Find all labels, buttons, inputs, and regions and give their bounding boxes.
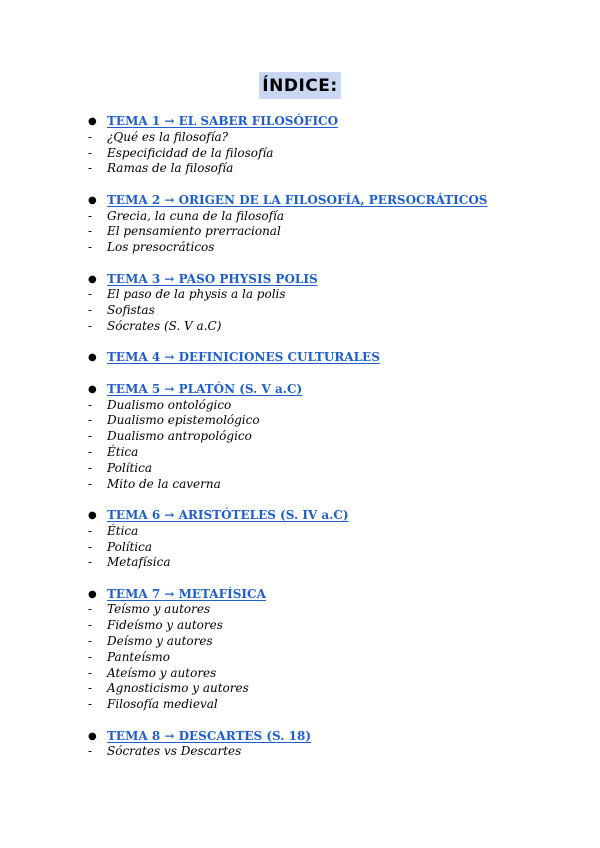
- toc-subitem-label: Los presocráticos: [107, 240, 215, 255]
- dash-marker: -: [88, 649, 93, 664]
- toc-heading-link[interactable]: TEMA 7 → METAFÍSICA: [107, 586, 266, 601]
- toc-heading-link[interactable]: TEMA 5 → PLATÓN (S. V a.C): [107, 381, 303, 396]
- toc-section: [88, 350, 588, 366]
- toc-subitem-label: Especificidad de la filosofía: [107, 145, 274, 160]
- dash-marker: -: [88, 618, 93, 633]
- dash-marker: -: [88, 681, 93, 696]
- dash-marker: -: [88, 397, 93, 412]
- toc-subitem: [88, 319, 588, 335]
- toc-subitem-label: ¿Qué es la filosofía?: [107, 129, 229, 144]
- dash-marker: -: [88, 476, 93, 491]
- toc-section: [88, 729, 588, 761]
- toc-heading-row: [88, 193, 588, 209]
- bullet-icon: ●: [88, 730, 97, 742]
- toc-section: [88, 587, 588, 713]
- dash-marker: -: [88, 744, 93, 759]
- dash-marker: -: [88, 429, 93, 444]
- toc-subitem-label: Filosofía medieval: [107, 697, 218, 712]
- dash-marker: -: [88, 161, 93, 176]
- toc-subitem: [88, 209, 588, 225]
- bullet-icon: ●: [88, 588, 97, 600]
- toc-subitem: [88, 461, 588, 477]
- toc-subitem: [88, 634, 588, 650]
- dash-marker: -: [88, 129, 93, 144]
- dash-marker: -: [88, 287, 93, 302]
- bullet-icon: ●: [88, 116, 97, 127]
- toc-subitem: [88, 224, 588, 240]
- toc-subitem: [88, 413, 588, 429]
- dash-marker: -: [88, 318, 93, 333]
- toc-subitem: [88, 602, 588, 618]
- toc-subitem-label: Sócrates (S. V a.C): [107, 318, 222, 333]
- dash-marker: -: [88, 224, 93, 239]
- toc-heading-link[interactable]: TEMA 6 → ARISTÓTELES (S. IV a.C): [107, 507, 349, 522]
- toc-subitem-label: Deísmo y autores: [107, 634, 213, 649]
- toc-heading-row: [88, 114, 588, 130]
- toc-section: [88, 272, 588, 335]
- toc-heading-link[interactable]: TEMA 4 → DEFINICIONES CULTURALES: [107, 350, 380, 365]
- toc-subitem: [88, 161, 588, 177]
- bullet-icon: ●: [88, 273, 97, 285]
- toc-section: [88, 114, 588, 177]
- dash-marker: -: [88, 444, 93, 459]
- toc-subitem-label: Dualismo antropológico: [107, 429, 252, 444]
- toc-subitem-label: Sofistas: [107, 303, 155, 318]
- toc-subitem: [88, 524, 588, 540]
- toc-subitem-label: Grecia, la cuna de la filosofía: [107, 208, 285, 223]
- toc-heading-link[interactable]: TEMA 2 → ORIGEN DE LA FILOSOFÍA, PERSOCRÁTICOS: [107, 192, 488, 207]
- toc-subitem-label: Dualismo epistemológico: [107, 413, 260, 428]
- toc-heading-row: [88, 587, 588, 603]
- toc-subitem-label: Fideísmo y autores: [107, 618, 223, 633]
- toc-subitem: [88, 398, 588, 414]
- toc-subitem: [88, 287, 588, 303]
- toc-subitem-list: [88, 130, 588, 177]
- toc-subitem: [88, 240, 588, 256]
- toc-subitem: [88, 477, 588, 493]
- page-title: ÍNDICE:: [259, 72, 340, 99]
- toc-subitem: [88, 540, 588, 556]
- bullet-icon: ●: [88, 352, 97, 364]
- toc-subitem-label: Ramas de la filosofía: [107, 161, 234, 176]
- toc-subitem: [88, 130, 588, 146]
- toc-subitem: [88, 618, 588, 634]
- toc-subitem-label: Política: [107, 539, 153, 554]
- toc-subitem-list: [88, 398, 588, 493]
- toc-subitem: [88, 146, 588, 162]
- toc-subitem-label: El pensamiento prerracional: [107, 224, 281, 239]
- toc-heading-row: [88, 350, 588, 366]
- toc-subitem: [88, 681, 588, 697]
- toc-subitem-label: Ética: [107, 523, 139, 538]
- toc-subitem: [88, 666, 588, 682]
- title-container: [0, 72, 600, 99]
- toc-subitem-label: Dualismo ontológico: [107, 397, 232, 412]
- toc-subitem: [88, 744, 588, 760]
- toc-subitem-label: Mito de la caverna: [107, 476, 221, 491]
- dash-marker: -: [88, 555, 93, 570]
- table-of-contents: [88, 114, 588, 776]
- dash-marker: -: [88, 634, 93, 649]
- toc-subitem: [88, 445, 588, 461]
- toc-heading-row: [88, 508, 588, 524]
- toc-heading-link[interactable]: TEMA 8 → DESCARTES (S. 18): [107, 728, 312, 743]
- toc-subitem-list: [88, 744, 588, 760]
- toc-heading-link[interactable]: TEMA 1 → EL SABER FILOSÓFICO: [107, 114, 339, 128]
- toc-subitem-label: Sócrates vs Descartes: [107, 744, 242, 759]
- toc-heading-row: [88, 272, 588, 288]
- toc-subitem-label: Agnosticismo y autores: [107, 681, 249, 696]
- toc-section: [88, 508, 588, 571]
- dash-marker: -: [88, 539, 93, 554]
- toc-heading-row: [88, 382, 588, 398]
- toc-section: [88, 193, 588, 256]
- toc-subitem: [88, 429, 588, 445]
- toc-subitem: [88, 303, 588, 319]
- dash-marker: -: [88, 145, 93, 160]
- toc-subitem: [88, 697, 588, 713]
- dash-marker: -: [88, 665, 93, 680]
- toc-subitem-list: [88, 602, 588, 713]
- dash-marker: -: [88, 240, 93, 255]
- toc-subitem-list: [88, 524, 588, 571]
- toc-subitem-list: [88, 209, 588, 256]
- toc-subitem-label: Política: [107, 460, 153, 475]
- toc-subitem: [88, 650, 588, 666]
- dash-marker: -: [88, 303, 93, 318]
- toc-section: [88, 382, 588, 493]
- toc-subitem-label: El paso de la physis a la polis: [107, 287, 286, 302]
- dash-marker: -: [88, 602, 93, 617]
- dash-marker: -: [88, 523, 93, 538]
- toc-subitem-list: [88, 287, 588, 334]
- toc-subitem-label: Ateísmo y autores: [107, 665, 217, 680]
- dash-marker: -: [88, 460, 93, 475]
- bullet-icon: ●: [88, 383, 97, 395]
- dash-marker: -: [88, 208, 93, 223]
- toc-subitem-label: Ética: [107, 444, 139, 459]
- dash-marker: -: [88, 413, 93, 428]
- toc-subitem: [88, 555, 588, 571]
- dash-marker: -: [88, 697, 93, 712]
- bullet-icon: ●: [88, 194, 97, 206]
- toc-heading-row: [88, 729, 588, 745]
- toc-subitem-label: Teísmo y autores: [107, 602, 211, 617]
- bullet-icon: ●: [88, 509, 97, 521]
- toc-subitem-label: Metafísica: [107, 555, 171, 570]
- toc-heading-link[interactable]: TEMA 3 → PASO PHYSIS POLIS: [107, 271, 318, 286]
- toc-subitem-label: Panteísmo: [107, 649, 170, 664]
